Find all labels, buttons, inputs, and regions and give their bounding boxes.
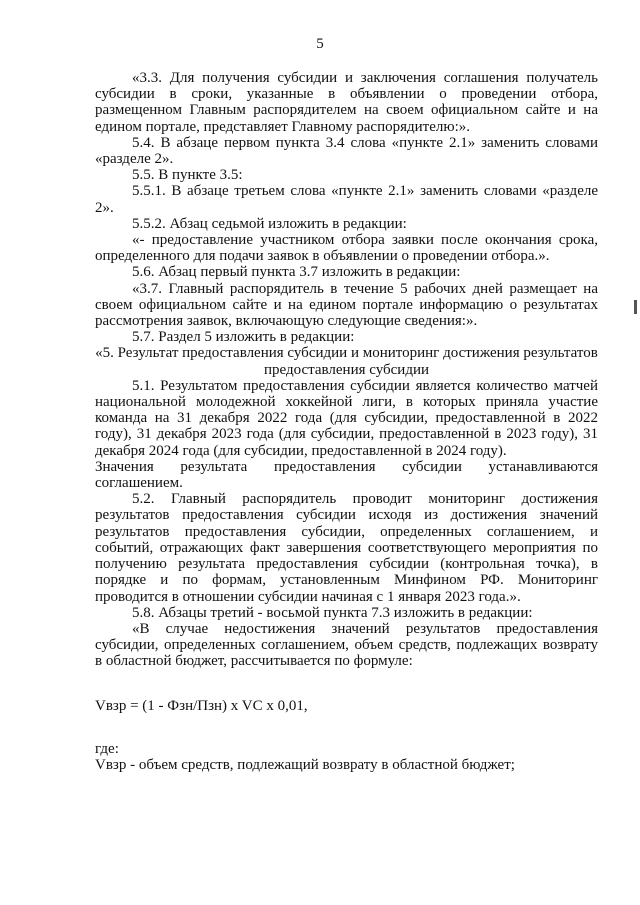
formula: Vвзр = (1 - Фзн/Пзн) x VC x 0,01, [95,697,308,714]
margin-mark [634,300,637,314]
definition-vvzr: Vвзр - объем средств, подлежащий возврату в областной бюджет; [95,756,515,773]
paragraph-5-8: 5.8. Абзацы третий - восьмой пункта 7.3 изложить в редакции: [132,604,533,621]
paragraph-3-7: «3.7. Главный распорядитель в течение 5 рабочих дней размещает на своем официальном сайте и на едином портале информацию о результатах рассмотрения заявок, включающую следующие сведения:». [95,280,598,330]
section-5-heading: «5. Результат предоставления субсидии и мониторинг достижения результатов предоставления субсидии [95,345,598,378]
paragraph-5-4: 5.4. В абзаце первом пункта 3.4 слова «пункте 2.1» заменить словами «разделе 2». [95,134,598,168]
paragraph-5-5: 5.5. В пункте 3.5: [132,167,243,184]
paragraph-5-1: 5.1. Результатом предоставления субсидии является количество матчей национальной молодежной хоккейной лиги, в которых приняла участие команда на 31 декабря 2022 года (для субсидии, предоставленной в 2022 году), 31 декабря 2023 года (для субсидии, предоставленной в 2023 году), 31 декабря 2024 года (для субсидии, предоставленной в 2024 году). [95,377,598,459]
paragraph-3-3: «3.3. Для получения субсидии и заключения соглашения получатель субсидии в сроки, указанные в объявлении о проведении отбора, размещенном Главным распорядителем на своем официальном сайте и на едином портале, представляет Главному распорядителю:». [95,70,598,135]
paragraph-5-7: 5.7. Раздел 5 изложить в редакции: [132,329,355,346]
paragraph-formula-intro: «В случае недостижения значений результатов предоставления субсидии, определенных соглашением, объем средств, подлежащих возврату в областной бюджет, рассчитывается по формуле: [95,620,598,670]
paragraph-5-5-1: 5.5.1. В абзаце третьем слова «пункте 2.1» заменить словами «разделе 2». [95,183,598,216]
paragraph-quote-bullet: «- предоставление участником отбора заявки после окончания срока, определенного для подачи заявок в объявлении о проведении отбора.». [95,232,598,265]
where-label: где: [95,740,119,757]
page-number: 5 [316,36,324,52]
paragraph-5-5-2: 5.5.2. Абзац седьмой изложить в редакции: [132,215,407,232]
document-body [95,70,598,773]
paragraph-5-2: 5.2. Главный распорядитель проводит мониторинг достижения результатов предоставления субсидии исходя из достижения значений результатов предоставления субсидии, определенных соглашением, и событий, отражающих факт завершения соответствующего мероприятия по получению результата предоставления субсидии (контрольная точка), в порядке и по формам, установленным Минфином РФ. Мониторинг проводится в отношении субсидии начиная с 1 января 2023 года.». [95,491,598,605]
paragraph-result-values: Значения результата предоставления субсидии устанавливаются соглашением. [95,458,598,492]
paragraph-5-6: 5.6. Абзац первый пункта 3.7 изложить в редакции: [132,264,461,281]
